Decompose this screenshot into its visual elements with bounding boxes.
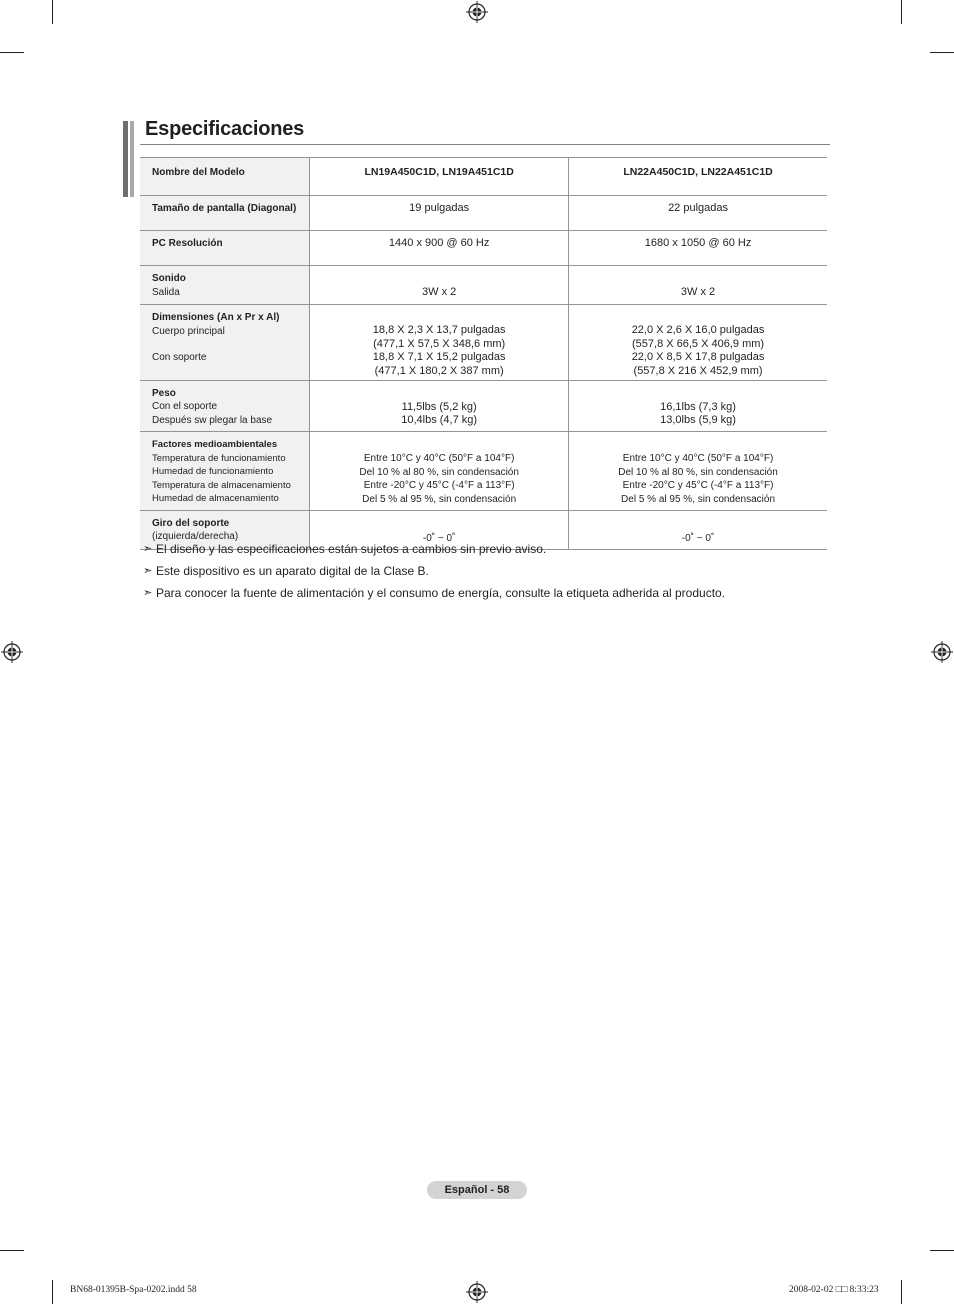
value-line: Entre -20°C y 45°C (-4°F a 113°F) <box>622 480 774 491</box>
crop-mark <box>0 52 24 53</box>
note-text: El diseño y las especificaciones están sujetos a cambios sin previo aviso. <box>156 542 547 556</box>
specifications-table <box>140 157 827 550</box>
crop-mark <box>930 1250 954 1251</box>
label-with-stand: Con el soporte <box>152 401 218 412</box>
note-text: Para conocer la fuente de alimentación y el consumo de energía, consulte la etiqueta adherida al producto. <box>156 586 726 600</box>
table-row-resolution <box>140 231 827 266</box>
notes-list <box>143 538 725 604</box>
accent-bar <box>130 121 134 197</box>
registration-mark-icon <box>1 641 23 663</box>
table-row-dimensions <box>140 305 827 381</box>
label-dimensions: Dimensiones (An x Pr x Al) <box>152 312 280 323</box>
label-model: Nombre del Modelo <box>152 167 245 178</box>
value-line: Del 5 % al 95 %, sin condensación <box>621 493 776 505</box>
value-dimensions-1 <box>310 305 569 381</box>
value-line: 16,1lbs (7,3 kg) <box>660 400 736 413</box>
arrow-bullet-icon: ➣ <box>143 565 153 577</box>
value-sound-2: 3W x 2 <box>569 266 827 305</box>
value-environment-1 <box>310 432 569 511</box>
registration-mark-icon <box>466 1281 488 1303</box>
crop-mark <box>901 1280 902 1304</box>
value-weight-1 <box>310 380 569 432</box>
arrow-bullet-icon: ➣ <box>143 587 153 599</box>
value-line: 22,0 X 2,6 X 16,0 pulgadas <box>631 324 765 336</box>
value-screen-size-2: 22 pulgadas <box>569 196 827 231</box>
label-operating-humidity: Humedad de funcionamiento <box>152 466 274 477</box>
row-label <box>140 158 310 196</box>
registration-mark-icon <box>931 641 953 663</box>
crop-mark <box>0 1250 24 1251</box>
registration-mark-icon <box>466 1 488 23</box>
column-header-model-1: LN19A450C1D, LN19A451C1D <box>310 158 569 196</box>
title-divider <box>140 144 830 145</box>
list-item <box>143 560 725 582</box>
label-folded-base: Después sw plegar la base <box>152 414 273 426</box>
label-left-right: (izquierda/derecha) <box>152 531 239 542</box>
value-line: Entre 10°C y 40°C (50°F a 104°F) <box>622 453 774 464</box>
value-swivel-1: -0˚ ~ 0˚ <box>310 510 569 549</box>
footer-file-name: BN68-01395B-Spa-0202.indd 58 <box>70 1285 197 1295</box>
table-row-weight <box>140 380 827 432</box>
table-row-environment <box>140 432 827 511</box>
label-weight: Peso <box>152 387 176 399</box>
row-label <box>140 266 310 305</box>
value-line: Del 10 % al 80 %, sin condensación <box>359 466 519 478</box>
value-line: Entre 10°C y 40°C (50°F a 104°F) <box>363 453 515 464</box>
column-header-model-2: LN22A450C1D, LN22A451C1D <box>569 158 827 196</box>
value-environment-2 <box>569 432 827 511</box>
value-line: 11,5lbs (5,2 kg) <box>401 400 477 413</box>
label-sound-output: Salida <box>152 286 180 298</box>
crop-mark <box>901 0 902 24</box>
accent-bar <box>123 121 128 197</box>
row-label <box>140 432 310 511</box>
label-with-stand: Con soporte <box>152 352 207 363</box>
table-row-screen-size <box>140 196 827 231</box>
table-row-model <box>140 158 827 196</box>
page-title: Especificaciones <box>145 118 305 140</box>
arrow-bullet-icon: ➣ <box>143 543 153 555</box>
value-resolution-2: 1680 x 1050 @ 60 Hz <box>569 231 827 266</box>
label-environment: Factores medioambientales <box>152 439 278 450</box>
table-row-sound <box>140 266 827 305</box>
value-line: Del 10 % al 80 %, sin condensación <box>618 466 778 478</box>
value-line: 22,0 X 8,5 X 17,8 pulgadas <box>631 351 765 363</box>
label-swivel: Giro del soporte <box>152 517 230 529</box>
value-line: (477,1 X 180,2 X 387 mm) <box>374 364 504 377</box>
value-line: Entre -20°C y 45°C (-4°F a 113°F) <box>363 480 515 491</box>
value-line: Del 5 % al 95 %, sin condensación <box>362 493 517 505</box>
value-sound-1: 3W x 2 <box>310 266 569 305</box>
row-label <box>140 231 310 266</box>
list-item <box>143 538 725 560</box>
list-item <box>143 582 725 604</box>
crop-mark <box>52 1280 53 1304</box>
value-screen-size-1: 19 pulgadas <box>310 196 569 231</box>
label-storage-temp: Temperatura de almacenamiento <box>152 479 291 491</box>
label-main-body: Cuerpo principal <box>152 325 225 337</box>
value-line: 18,8 X 2,3 X 13,7 pulgadas <box>372 324 506 336</box>
value-line: (557,8 X 66,5 X 406,9 mm) <box>632 337 765 350</box>
value-line: (477,1 X 57,5 X 348,6 mm) <box>373 337 506 350</box>
row-label <box>140 196 310 231</box>
page-number-badge: Español - 58 <box>427 1181 527 1199</box>
row-label <box>140 380 310 432</box>
title-accent-bars <box>123 121 135 197</box>
value-line: 18,8 X 7,1 X 15,2 pulgadas <box>372 351 506 363</box>
label-sound: Sonido <box>152 273 186 284</box>
label-screen-size: Tamaño de pantalla (Diagonal) <box>152 203 297 214</box>
label-operating-temp: Temperatura de funcionamiento <box>152 452 286 464</box>
label-resolution: PC Resolución <box>152 238 223 249</box>
crop-mark <box>930 52 954 53</box>
note-text: Este dispositivo es un aparato digital de la Clase B. <box>156 564 429 578</box>
footer-timestamp: 2008-02-02 □□ 8:33:23 <box>789 1285 879 1295</box>
row-label <box>140 305 310 381</box>
value-line: (557,8 X 216 X 452,9 mm) <box>633 364 763 377</box>
value-resolution-1: 1440 x 900 @ 60 Hz <box>310 231 569 266</box>
value-line: 10,4lbs (4,7 kg) <box>401 414 478 426</box>
label-storage-humidity: Humedad de almacenamiento <box>152 493 279 504</box>
value-weight-2 <box>569 380 827 432</box>
crop-mark <box>52 0 53 24</box>
value-swivel-2: -0˚ ~ 0˚ <box>569 510 827 549</box>
value-dimensions-2 <box>569 305 827 381</box>
value-line: 13,0lbs (5,9 kg) <box>660 414 736 426</box>
